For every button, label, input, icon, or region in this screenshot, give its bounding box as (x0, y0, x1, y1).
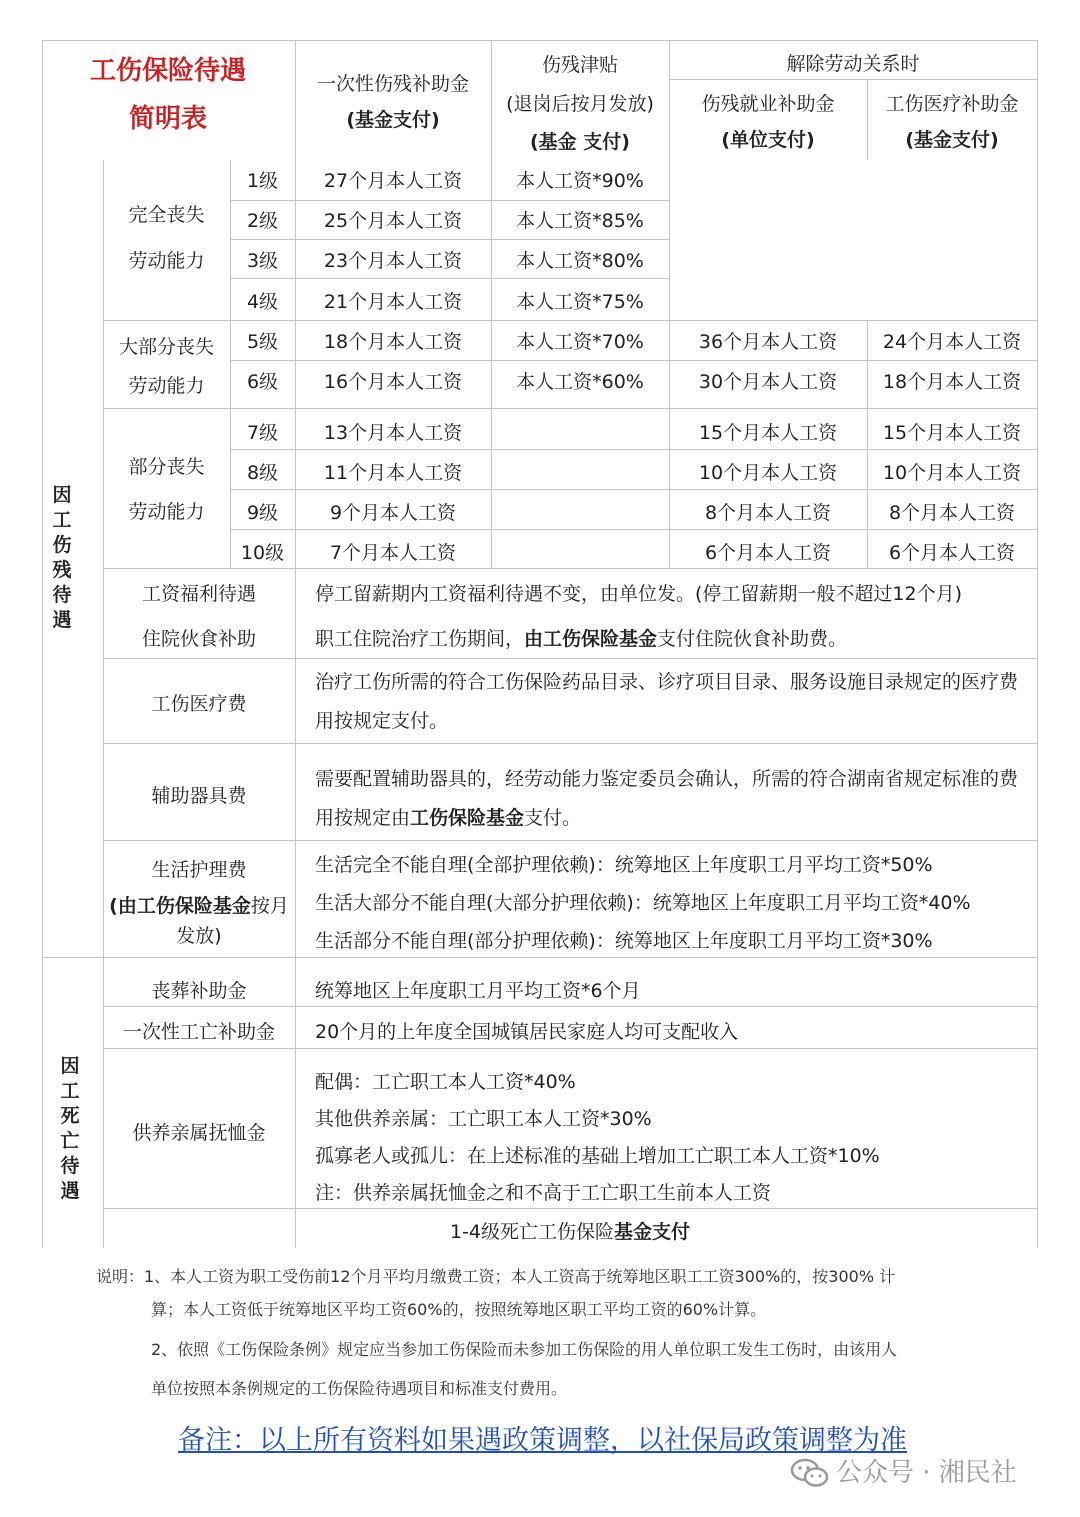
header-allowance-note: (退岗后按月发放) (506, 93, 654, 115)
death-lump-label: 一次性工亡补助金 (122, 1021, 275, 1043)
grade-employment: 8个月本人工资 (704, 502, 832, 524)
grade-medical: 10个月本人工资 (882, 462, 1022, 484)
grade-level: 8级 (246, 462, 279, 484)
medical-fee-text-1: 治疗工伤所需的符合工伤保险药品目录、诊疗项目目录、服务设施目录规定的医疗费 (315, 671, 1019, 693)
note-2-line-2: 单位按照本条例规定的工伤保险待遇项目和标准支付费用。 (151, 1379, 568, 1398)
grade-lump-sum: 11个月本人工资 (323, 462, 463, 484)
grade-employment: 30个月本人工资 (698, 371, 838, 393)
grade-medical: 6个月本人工资 (888, 542, 1016, 564)
note-1-line-1: 说明：1、本人工资为职工受伤前12个月平均月缴费工资；本人工资高于统筹地区职工工资300%的，按300% 计 (96, 1267, 896, 1286)
grade-medical: 8个月本人工资 (888, 502, 1016, 524)
grade-medical: 24个月本人工资 (882, 331, 1022, 353)
grade-employment: 36个月本人工资 (698, 331, 838, 353)
grade-lump-sum: 21个月本人工资 (323, 291, 463, 313)
fund-note: 1-4级死亡工伤保险基金支付 (449, 1221, 691, 1243)
grade-lump-sum: 27个月本人工资 (323, 170, 463, 192)
grade-allowance: 本人工资*85% (516, 210, 644, 232)
grade-employment: 10个月本人工资 (698, 462, 838, 484)
meal-subsidy-label: 住院伙食补助 (141, 628, 256, 650)
watermark: 公众号 · 湘民社 (836, 1458, 1017, 1488)
side-label-death: 因工死亡待遇 (60, 1055, 80, 1202)
grade-level: 2级 (246, 210, 279, 232)
death-lump-text: 20个月的上年度全国城镇居民家庭人均可支配收入 (315, 1021, 739, 1043)
group-label-complete-2: 劳动能力 (128, 250, 205, 272)
group-label-complete: 完全丧失 (128, 204, 205, 226)
policy-remark: 备注：以上所有资料如果遇政策调整，以社保局政策调整为准 (178, 1425, 907, 1456)
meal-subsidy-text: 职工住院治疗工伤期间，由工伤保险基金支付住院伙食补助费。 (315, 628, 848, 650)
grade-level: 1级 (246, 170, 279, 192)
care-fee-text-2: 生活大部分不能自理(大部分护理依赖)：统筹地区上年度职工月平均工资*40% (315, 892, 971, 914)
dependents-text-1: 配偶：工亡职工本人工资*40% (315, 1071, 576, 1093)
grade-level: 3级 (246, 250, 279, 272)
note-2-line-1: 2、依照《工伤保险条例》规定应当参加工伤保险而未参加工伤保险的用人单位职工发生工伤时，由该用人 (151, 1340, 898, 1359)
grade-medical: 15个月本人工资 (882, 422, 1022, 444)
device-fee-text-1: 需要配置辅助器具的，经劳动能力鉴定委员会确认，所需的符合湖南省规定标准的费 (315, 768, 1019, 790)
grade-allowance: 本人工资*60% (516, 371, 644, 393)
dependents-label: 供养亲属抚恤金 (132, 1122, 266, 1144)
grade-allowance: 本人工资*70% (516, 331, 644, 353)
grade-level: 9级 (246, 502, 279, 524)
grade-level: 5级 (246, 331, 279, 353)
grade-level: 7级 (246, 422, 279, 444)
grade-lump-sum: 13个月本人工资 (323, 422, 463, 444)
grade-allowance: 本人工资*75% (516, 291, 644, 313)
grade-lump-sum: 25个月本人工资 (323, 210, 463, 232)
grade-lump-sum: 16个月本人工资 (323, 371, 463, 393)
medical-fee-label: 工伤医疗费 (151, 693, 247, 715)
care-fee-label: 生活护理费 (151, 859, 247, 881)
welfare-label: 工资福利待遇 (141, 583, 256, 605)
welfare-text: 停工留薪期内工资福利待遇不变，由单位发。(停工留薪期一般不超过12个月) (315, 583, 963, 605)
dependents-text-4: 注：供养亲属抚恤金之和不高于工亡职工生前本人工资 (315, 1182, 772, 1204)
grade-lump-sum: 23个月本人工资 (323, 250, 463, 272)
grade-employment: 6个月本人工资 (704, 542, 832, 564)
grade-level: 10级 (240, 542, 285, 564)
group-label-partial-2: 劳动能力 (128, 501, 205, 523)
funeral-label: 丧葬补助金 (151, 980, 247, 1002)
grade-level: 6级 (246, 371, 279, 393)
header-medical: 工伤医疗补助金 (885, 93, 1019, 115)
header-lump-sum-payer: (基金支付) (346, 109, 440, 131)
grade-level: 4级 (246, 291, 279, 313)
side-label-disability: 因工伤残待遇 (52, 484, 72, 631)
care-fee-text-3: 生活部分不能自理(部分护理依赖)：统筹地区上年度职工月平均工资*30% (315, 930, 933, 952)
device-fee-label: 辅助器具费 (151, 785, 247, 807)
header-termination: 解除劳动关系时 (786, 53, 920, 75)
care-fee-label-end: 发放) (176, 925, 222, 947)
grade-lump-sum: 18个月本人工资 (323, 331, 463, 353)
header-employment: 伤残就业补助金 (701, 93, 835, 115)
note-1-line-2: 算；本人工资低于统筹地区平均工资60%的，按照统筹地区职工平均工资的60%计算。 (151, 1300, 767, 1319)
dependents-text-3: 孤寡老人或孤儿：在上述标准的基础上增加工亡职工本人工资*10% (315, 1145, 880, 1167)
funeral-text: 统筹地区上年度职工月平均工资*6个月 (315, 980, 641, 1002)
wechat-icon (790, 1458, 830, 1488)
grade-lump-sum: 7个月本人工资 (329, 542, 457, 564)
grade-allowance: 本人工资*80% (516, 250, 644, 272)
table-title: 工伤保险待遇 (89, 56, 246, 86)
grade-employment: 15个月本人工资 (698, 422, 838, 444)
device-fee-text-2: 用按规定由工伤保险基金支付。 (315, 807, 582, 829)
dependents-text-2: 其他供养亲属：工亡职工本人工资*30% (315, 1108, 652, 1130)
grade-allowance: 本人工资*90% (516, 170, 644, 192)
group-label-partial: 部分丧失 (128, 456, 205, 478)
medical-fee-text-2: 用按规定支付。 (315, 710, 449, 732)
header-medical-payer: (基金支付) (905, 129, 999, 151)
group-label-major-2: 劳动能力 (128, 375, 205, 397)
header-lump-sum: 一次性伤残补助金 (316, 73, 469, 95)
group-label-major: 大部分丧失 (118, 336, 214, 358)
header-allowance: 伤残津贴 (541, 54, 618, 76)
header-employment-payer: (单位支付) (721, 129, 815, 151)
care-fee-text-1: 生活完全不能自理(全部护理依赖)：统筹地区上年度职工月平均工资*50% (315, 854, 933, 876)
table-subtitle: 简明表 (128, 104, 207, 134)
care-fee-label-payer: (由工伤保险基金按月 (109, 895, 289, 917)
grade-medical: 18个月本人工资 (882, 371, 1022, 393)
header-allowance-payer: (基金 支付) (530, 131, 630, 153)
grade-lump-sum: 9个月本人工资 (329, 502, 457, 524)
